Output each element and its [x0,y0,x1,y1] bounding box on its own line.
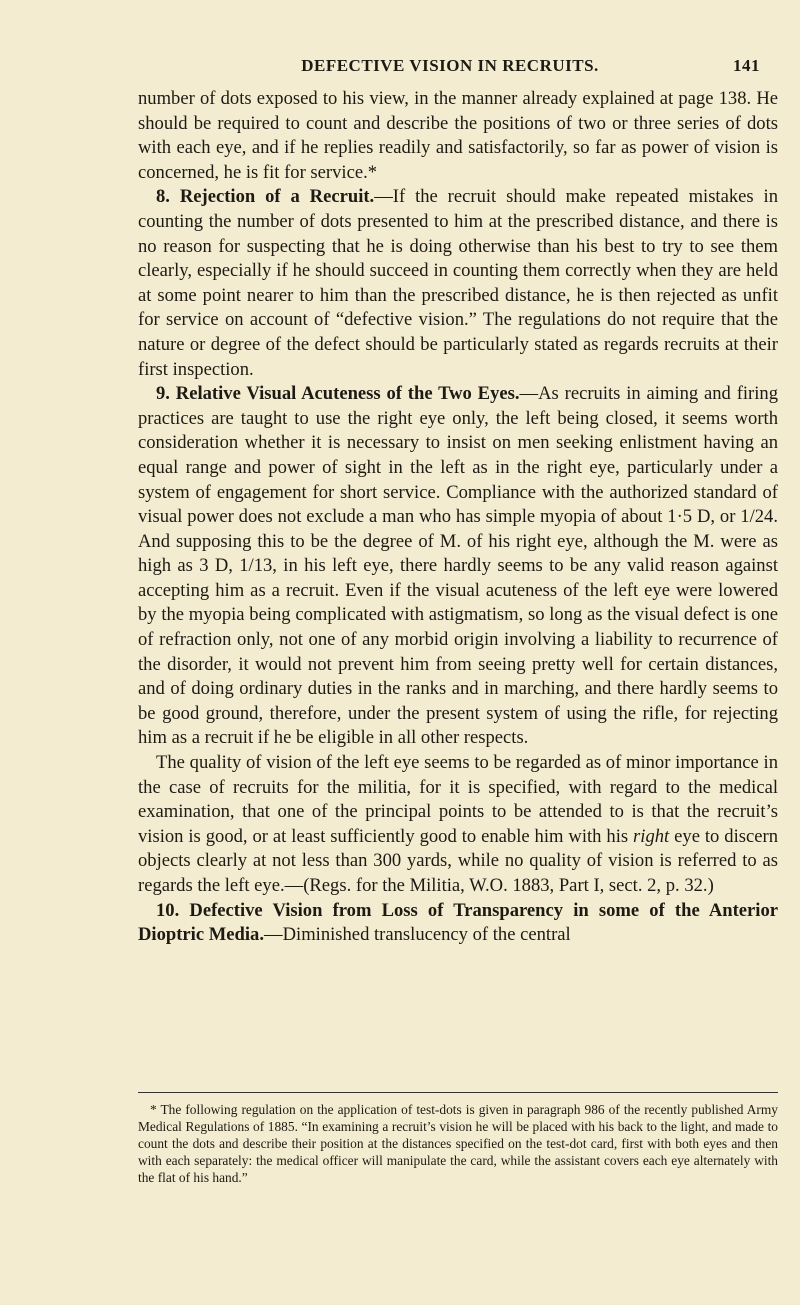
paragraph-text: The quality of vision of the left eye seems to be regarded as of minor importance in the case of recruits for the militia, for it is specified, with regard to the medical examination, that one of the principal points to be attended to is that the recruit’s vision is good, or at least sufficiently good to enable him with his [138,752,778,847]
section-heading: 9. Relative Visual Acuteness of the Two Eyes. [156,383,520,405]
paragraph-text: eye to discern objects clearly at not less than 300 yards, while no quality of vision is referred to as regards the left eye.—(Regs. for the Militia, W.O. 1883, Part I, sect. 2, p. 32.) [138,825,778,896]
section-heading: 8. Rejection of a Recruit. [156,186,375,208]
running-title: DEFECTIVE VISION IN RECRUITS. [301,56,599,75]
section-10-defective-vision-transparency [138,899,778,948]
page-number: 141 [733,56,760,75]
footnote [138,1101,778,1186]
paragraph-text: —Diminished translucency of the central [264,924,571,946]
section-heading: 10. Defective Vision from Loss of Transparency in some of the Anterior Dioptric Media. [138,899,778,946]
paragraph-continuation [138,87,778,185]
footnote-text: * The following regulation on the application of test-dots is given in paragraph 986 of the recently published Army Medical Regulations of 1885. “In examining a recruit’s vision he will be placed with his back to the light, and made to count the dots and describe their position at the distances specified on the test-dot card, first with both eyes and then with each separately: the medical officer will manipulate the card, while the assistant covers each eye alternately with the flat of his hand.” [138,1102,778,1185]
body-text [138,87,778,948]
paragraph-text: —If the recruit should make repeated mistakes in counting the number of dots presented to him at the prescribed distance, and there is no reason for suspecting that he is doing otherwise than his best to try to see them clearly, especially if he should succeed in counting them correctly when they are held at some point nearer to him than the prescribed distance, he is then rejected as unfit for service on account of “defective vision.” The regulations do not require that the nature or degree of the defect should be particularly stated as regards recruits at their first inspection. [138,186,778,380]
section-8-rejection-of-a-recruit [138,185,778,382]
paragraph-militia-vision [138,751,778,899]
footnote-divider [138,1092,778,1093]
paragraph-text: —As recruits in aiming and firing practices are taught to use the right eye only, the left being closed, it seems worth consideration whether it is necessary to insist on men seeking enlistment having an equal range and power of sight in the left as in the right eye, particularly under a system of engagement for short service. Compliance with the authorized standard of visual power does not exclude a man who has simple myopia of about 1·5 D, or 1/24. And supposing this to be the degree of M. of his right eye, although the M. were as high as 3 D, 1/13, in his left eye, there hardly seems to be any valid reason against accepting him as a recruit. Even if the visual acuteness of the left eye were lowered by the myopia being complicated with astigmatism, so long as the visual defect is one of refraction only, not one of any morbid origin involving a liability to recurrence of the disorder, it would not prevent him from seeing pretty well for certain distances, and of doing ordinary duties in the ranks and in marching, and there hardly seems to be good ground, therefore, under the present system of using the rifle, for rejecting him as a recruit if he be eligible in all other respects. [138,383,779,749]
italic-emphasis: right [633,825,670,847]
section-9-relative-visual-acuteness [138,382,778,751]
paragraph-text: number of dots exposed to his view, in the manner already explained at page 138. He should be required to count and describe the positions of two or three series of dots with each eye, and if he replies readily and satisfactorily, so far as power of vision is concerned, he is fit for service.* [138,88,778,183]
